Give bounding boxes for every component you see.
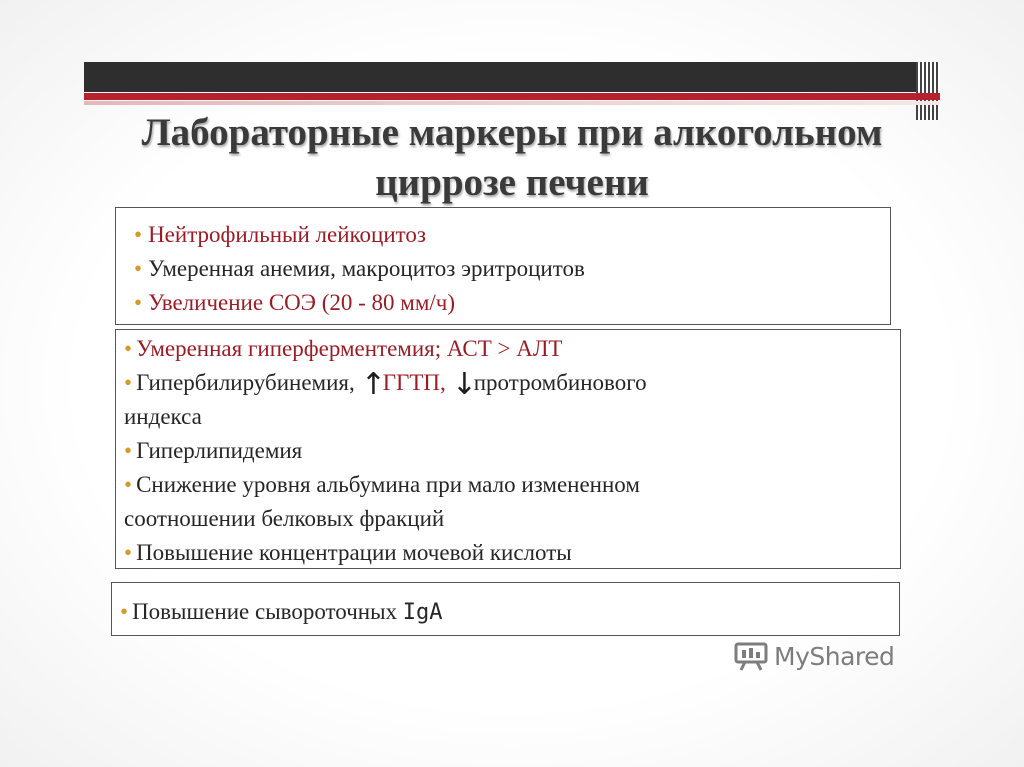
- list-item-continuation: [124, 502, 892, 536]
- markers-box-biochemistry: [115, 329, 901, 569]
- item-text: Гипербилирубинемия,: [136, 370, 355, 395]
- list-item: [124, 366, 892, 400]
- arrow-down-icon: ↓: [451, 366, 477, 402]
- item-text: соотношении белковых фракций: [124, 506, 445, 531]
- presentation-board-icon: [734, 641, 768, 671]
- slide-title: [84, 108, 940, 208]
- watermark-text: MyShared: [774, 641, 895, 671]
- item-text: Гиперлипидемия: [136, 438, 303, 463]
- bullet-icon: •: [124, 370, 133, 395]
- header-dark-bar: [84, 62, 940, 92]
- item-text-ggtp: ГГТП,: [382, 370, 446, 395]
- bullet-icon: •: [134, 290, 143, 315]
- item-text: Повышение сывороточных: [132, 599, 398, 624]
- list-item: [134, 252, 872, 286]
- bullet-icon: •: [124, 336, 133, 361]
- title-line-2: циррозе печени: [375, 161, 649, 204]
- list-item: [134, 286, 872, 320]
- list-item: [120, 595, 891, 630]
- markers-box-immunology: [111, 582, 900, 636]
- list-item: [124, 434, 892, 468]
- bullet-icon: •: [134, 256, 143, 281]
- list-item: [124, 536, 892, 570]
- bullet-icon: •: [124, 540, 133, 565]
- list-item-continuation: [124, 400, 892, 434]
- item-text: Снижение уровня альбумина при мало измененном: [136, 472, 640, 497]
- item-text: Умеренная гиперферментемия; АСТ > АЛТ: [136, 336, 563, 361]
- bullet-icon: •: [120, 599, 129, 624]
- item-text: Увеличение СОЭ (20 - 80 мм/ч): [148, 290, 456, 315]
- markers-box-blood: [115, 207, 891, 325]
- list-item: [134, 218, 872, 252]
- item-text-iga: IgA: [402, 600, 443, 625]
- arrow-up-icon: ↑: [360, 366, 386, 402]
- bullet-icon: •: [134, 222, 143, 247]
- item-text: индекса: [124, 404, 202, 429]
- header-red-line: [84, 93, 940, 100]
- header-red-line-fade: [84, 101, 940, 105]
- item-text: Умеренная анемия, макроцитоз эритроцитов: [148, 256, 585, 281]
- list-item: [124, 468, 892, 502]
- list-item: [124, 332, 892, 366]
- item-text: Повышение концентрации мочевой кислоты: [136, 540, 572, 565]
- item-text: протромбинового: [473, 370, 647, 395]
- item-text: Нейтрофильный лейкоцитоз: [148, 222, 426, 247]
- bullet-icon: •: [124, 472, 133, 497]
- title-line-1: Лабораторные маркеры при алкогольном: [141, 111, 883, 154]
- myshared-watermark: [734, 638, 894, 674]
- bullet-icon: •: [124, 438, 133, 463]
